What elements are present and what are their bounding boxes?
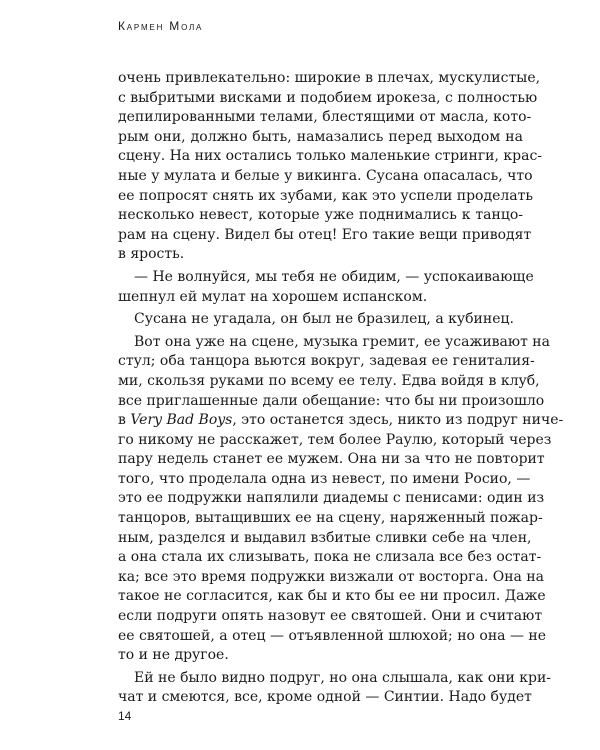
text-segment: , это останется здесь, никто из подруг ниче-	[232, 412, 564, 429]
text-line: рам на сцену. Видел бы отец! Его такие вещи приводят	[118, 226, 532, 243]
text-line: рым они, должно быть, намазались перед выходом на	[118, 128, 523, 145]
text-line: все приглашенные дали обещание: что бы ни произошло	[118, 392, 545, 409]
text-line: танцоров, вытащивших ее на сцену, наряженный пожар-	[118, 510, 543, 527]
page-body-text	[118, 69, 564, 708]
text-line-with-club-name	[118, 411, 564, 431]
text-line: сцену. На них остались только маленькие стринги, крас-	[118, 148, 543, 165]
text-line: ми, скользя руками по всему ее телу. Едва войдя в клуб,	[118, 372, 540, 389]
text-line: в ярость.	[118, 246, 185, 263]
text-line: такое не согласится, как бы и кто бы ее ни просил. Даже	[118, 588, 546, 605]
text-line: а она стала их слизывать, пока не слизала все без остат-	[118, 549, 542, 566]
text-line: если подруги опять назовут ее святошей. Они и считают	[118, 608, 543, 625]
text-line: го никому не расскажет, тем более Раулю, который через	[118, 431, 552, 448]
text-line: Сусана не угадала, он был не бразилец, а кубинец.	[134, 311, 514, 328]
text-line: ее святошей, а отец — отъявленной шлюхой; но она — не	[118, 627, 547, 644]
running-header: Кармен Мола	[118, 19, 204, 33]
text-line: очень привлекательно: широкие в плечах, мускулистые,	[118, 70, 541, 86]
text-line: депилированными телами, блестящими от масла, кото-	[118, 109, 532, 126]
text-line: Ей не было видно подруг, но она слышала, как они кри-	[134, 669, 552, 686]
text-line: пару недель станет ее мужем. Она ни за что не повторит	[118, 451, 545, 468]
text-line: чат и смеются, все, кроме одной — Синтии. Надо будет	[118, 689, 532, 706]
text-line: это ее подружки напялили диадемы с пенисами: один из	[118, 490, 545, 507]
text-line: ее попросят снять их зубами, как это успели проделать	[118, 187, 534, 204]
text-line: стул; оба танцора вьются вокруг, задевая ее гениталия-	[118, 353, 535, 370]
text-line: Вот она уже на сцене, музыка гремит, ее усаживают на	[134, 333, 550, 350]
text-line: того, что проделала одна из невест, по имени Росио, —	[118, 470, 531, 487]
text-line: ные у мулата и белые у викинга. Сусана опасалась, что	[118, 167, 533, 184]
text-line: ка; все это время подружки визжали от восторга. Она на	[118, 568, 545, 585]
text-line: несколько невест, которые уже поднимались к танцо-	[118, 207, 523, 224]
text-line: то и не другое.	[118, 647, 229, 664]
text-line: шепнул ей мулат на хорошем испанском.	[118, 288, 428, 305]
text-line: с выбритыми висками и подобием ирокеза, с полностью	[118, 89, 538, 106]
dialogue-line: — Не волнуйся, мы тебя не обидим, — успокаивающе	[134, 268, 534, 285]
text-line: ным, разделся и выдавил взбитые сливки себе на член,	[118, 529, 532, 546]
text-segment: в	[118, 412, 131, 429]
club-name: Very Bad Boys	[130, 412, 233, 429]
page-number: 14	[118, 709, 132, 723]
